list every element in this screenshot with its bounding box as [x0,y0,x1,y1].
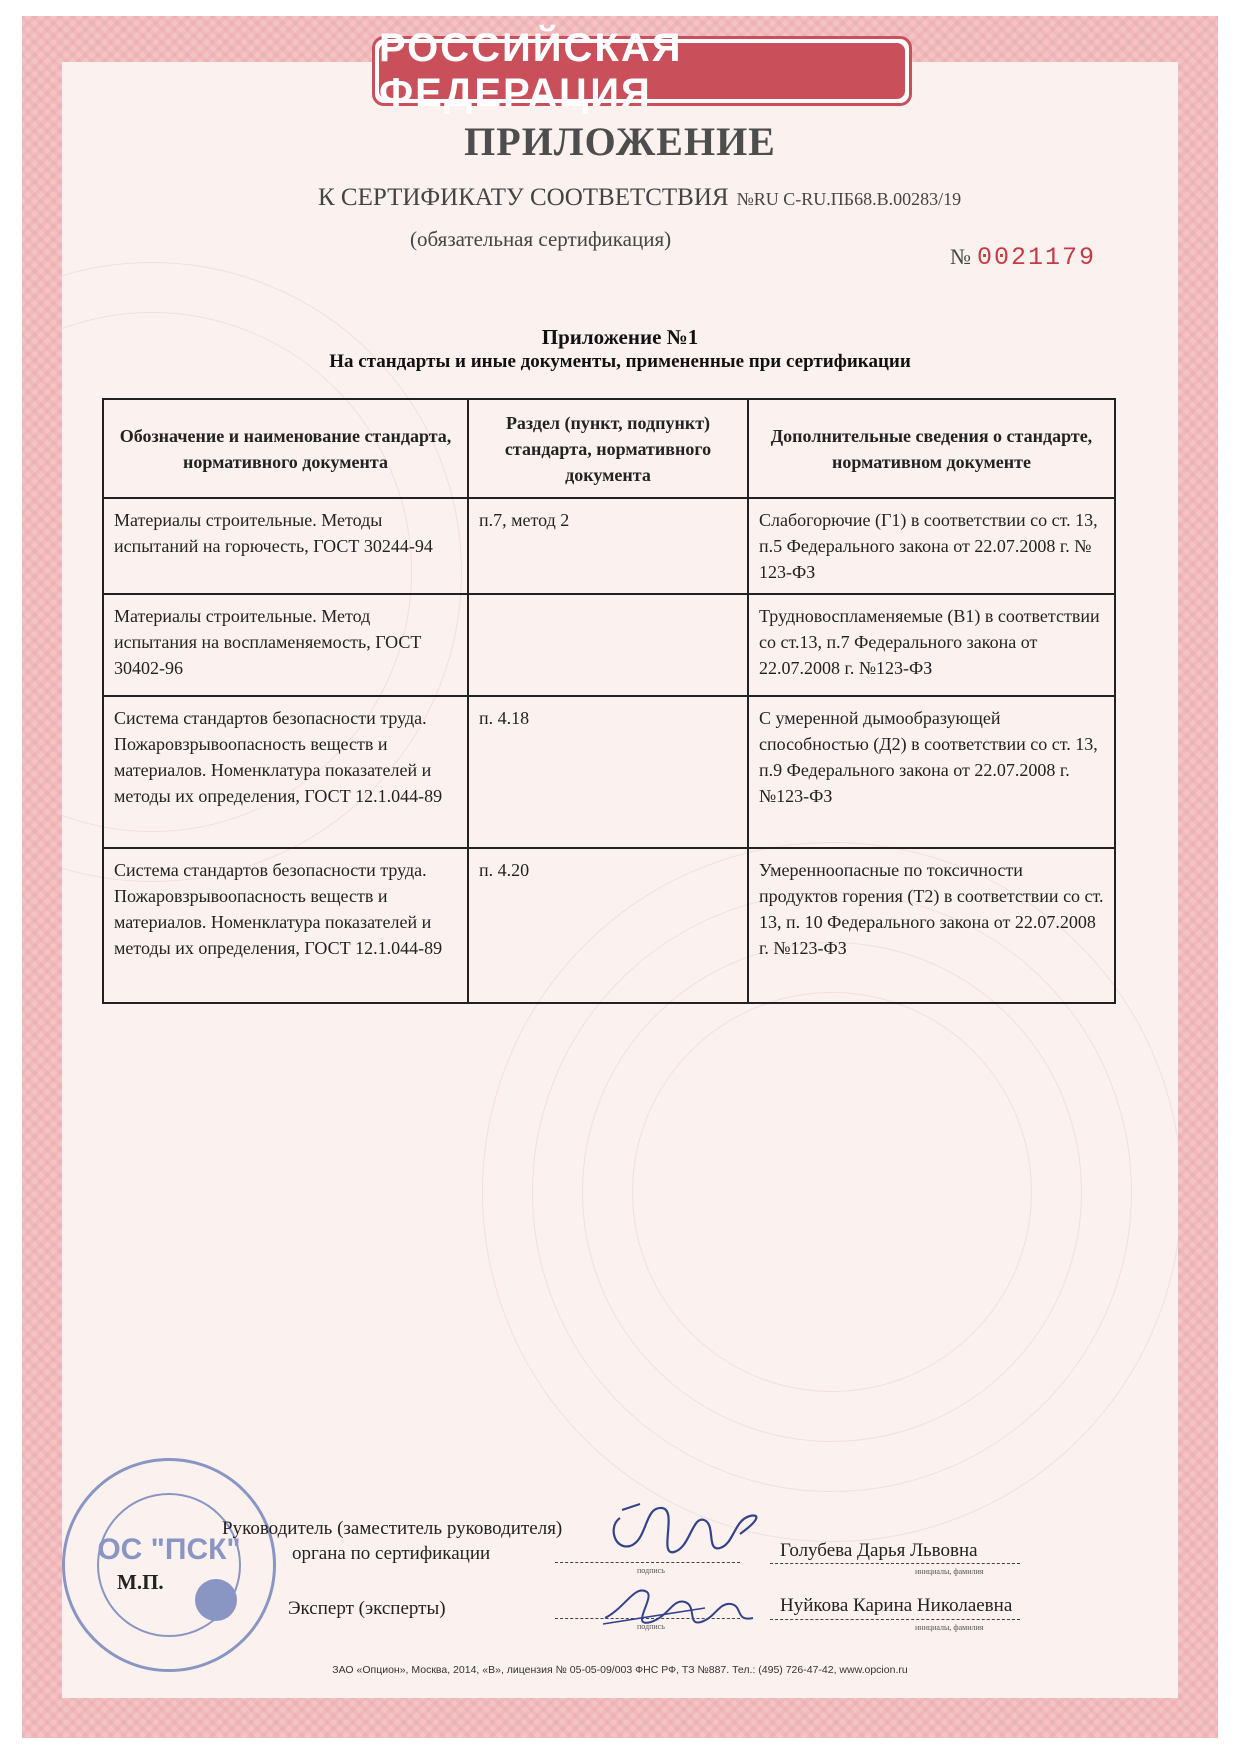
table-row [103,498,1115,594]
appendix-subtitle: На стандарты и иные документы, примененные при сертификации [329,351,911,372]
seal-text: ОС "ПСК" [97,1533,241,1566]
serial-number [950,243,1096,272]
expert-name-line [770,1619,1020,1620]
seal-place-label: М.П. [117,1570,164,1594]
certification-type: (обязательная сертификация) [410,227,672,251]
country-banner [372,26,912,115]
country-banner-text: РОССИЙСКАЯ ФЕДЕРАЦИЯ [379,43,905,99]
expert-signature-caption: подпись [637,1622,665,1631]
cell-section: п.7, метод 2 [468,498,748,594]
head-initials-caption: инициалы, фамилия [915,1567,984,1576]
cell-section: п. 4.18 [468,696,748,848]
table-row [103,594,1115,696]
guilloche-pattern [632,992,1032,1392]
table-header-row [103,399,1115,498]
cell-additional-info: Умеренноопасные по токсичности продуктов горения (Т2) в соответствии со ст. 13, п. 10 Федерального закона от 22.07.2008 г. №123-ФЗ [748,848,1115,1003]
head-name: Голубева Дарья Львовна [780,1540,978,1561]
certification-seal [62,1458,276,1672]
head-label-line1: Руководитель (заместитель руководителя) [222,1518,563,1539]
cell-standard: Материалы строительные. Методы испытаний на горючесть, ГОСТ 30244-94 [103,498,468,594]
certification-mark-icon [195,1579,237,1621]
cell-section [468,594,748,696]
cell-standard: Система стандартов безопасности труда. Пожаровзрывоопасность веществ и материалов. Номенклатура показателей и методы их определения, ГОСТ 12.1.044-89 [103,848,468,1003]
certificate-label: К СЕРТИФИКАТУ СООТВЕТСТВИЯ [318,184,729,211]
head-label-line2: органа по сертификации [292,1543,491,1564]
standards-table [102,398,1116,1004]
table-row [103,848,1115,1003]
head-signature-caption: подпись [637,1566,665,1575]
cell-additional-info: Трудновоспламеняемые (В1) в соответствии со ст.13, п.7 Федерального закона от 22.07.2008 г. №123-ФЗ [748,594,1115,696]
cell-section: п. 4.20 [468,848,748,1003]
serial-value: 0021179 [977,243,1097,272]
expert-initials-caption: инициалы, фамилия [915,1623,984,1632]
expert-name: Нуйкова Карина Николаевна [780,1595,1013,1616]
table-row [103,696,1115,848]
head-signature [600,1490,770,1570]
cell-additional-info: Слабогорючие (Г1) в соответствии со ст. 13, п.5 Федерального закона от 22.07.2008 г. № 123-ФЗ [748,498,1115,594]
expert-signature [595,1578,770,1638]
header-section: Раздел (пункт, подпункт) стандарта, нормативного документа [468,399,748,498]
certificate-line [318,184,961,212]
head-name-line [770,1563,1020,1564]
document-title: ПРИЛОЖЕНИЕ [464,119,776,164]
serial-label: № [950,244,971,269]
cell-standard: Система стандартов безопасности труда. Пожаровзрывоопасность веществ и материалов. Номенклатура показателей и методы их определения, ГОСТ 12.1.044-89 [103,696,468,848]
appendix-title: Приложение №1 [541,325,699,349]
header-additional-info: Дополнительные сведения о стандарте, нормативном документе [748,399,1115,498]
cell-standard: Материалы строительные. Метод испытания на воспламеняемость, ГОСТ 30402-96 [103,594,468,696]
cell-additional-info: С умеренной дымообразующей способностью (Д2) в соответствии со ст. 13, п.9 Федерального закона от 22.07.2008 г. №123-ФЗ [748,696,1115,848]
certificate-number: №RU C-RU.ПБ68.В.00283/19 [736,189,962,209]
expert-label: Эксперт (эксперты) [288,1598,446,1619]
header-standard: Обозначение и наименование стандарта, нормативного документа [103,399,468,498]
printer-footer: ЗАО «Опцион», Москва, 2014, «В», лицензия № 05-05-09/003 ФНС РФ, ТЗ №887. Тел.: (495) 726-47-42, www.opcion.ru [332,1664,908,1676]
